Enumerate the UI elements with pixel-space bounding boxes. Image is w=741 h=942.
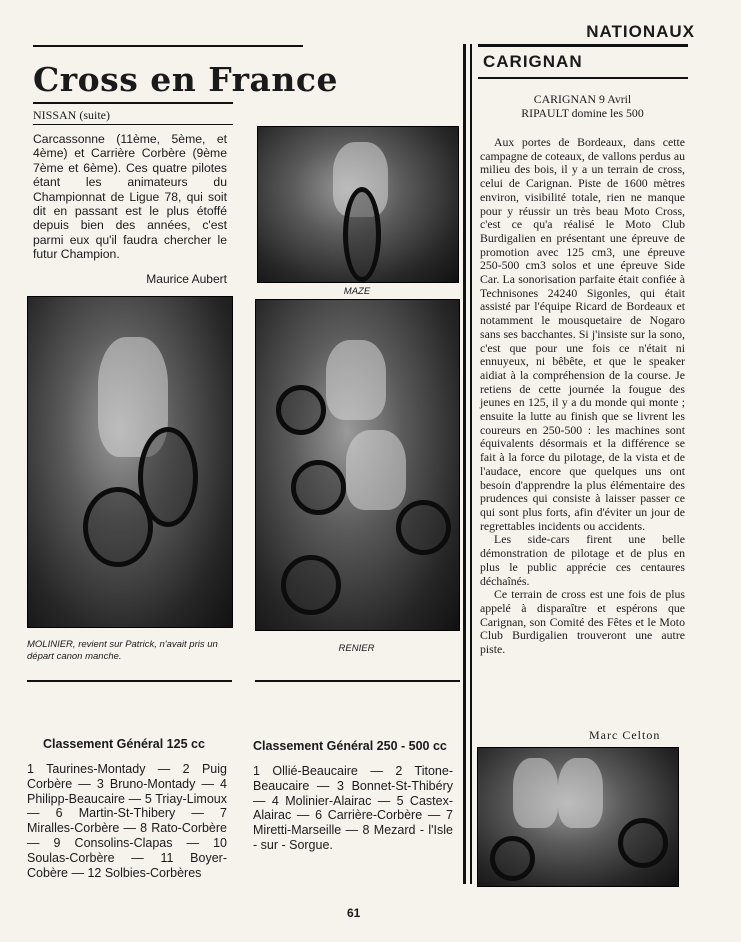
results-125-title: Classement Général 125 cc	[43, 737, 205, 751]
page-title: Cross en France	[33, 60, 338, 99]
results-250-500-list: 1 Ollié-Beaucaire — 2 Titone-Beaucaire — 3 Bonnet-St-Thibéry — 4 Molinier-Alairac — 5 Castex-Alairac — 6 Carrière-Corbère — 7 Miretti-Marseille — 8 Mezard - l'Isle - sur - Sorgue.	[253, 764, 453, 852]
byline-celton: Marc Celton	[589, 728, 661, 742]
page-number: 61	[347, 906, 361, 920]
byline-aubert: Maurice Aubert	[146, 272, 227, 286]
carignan-header: CARIGNAN	[483, 52, 583, 71]
caption-renier: RENIER	[338, 643, 375, 654]
photo-maze	[257, 126, 459, 283]
article-body-left: Carcassonne (11ème, 5ème, et 4ème) et Carrière Corbère (9ème 7ème et 6ème). Ces quatre pilotes étant les animateurs du Championnat de Ligue 78, qui soit dit en passant est le plus étoffé depuis bien des années, c'est parmi eux qu'il faudra chercher le futur Champion.	[33, 132, 227, 262]
middle-results-rule	[255, 680, 460, 682]
carignan-dateline: CARIGNAN 9 Avril	[533, 92, 632, 106]
article-subhead: NISSAN (suite)	[33, 108, 110, 122]
subhead-rule	[33, 124, 233, 125]
carignan-bottom-rule	[478, 77, 688, 79]
carignan-paragraph-1: Aux portes de Bordeaux, dans cette campagne de coteaux, de vallons perdus au milieu des bois, il y a un terrain de cross, celui de Carignan. Piste de 1600 mètres environ, visibilité totale, rien ne manque pour y réussir un très beau Moto Cross, c'est ce qu'a réalisé le Moto Club Burdigalien en présentant une épreuve de promotion avec 125 cm3, une épreuve 250-500 cm3 solos et une épreuve Side Car. La sonorisation parfaite était confiée à Technisones 24240 Sigonles, qui était assisté par l'équipe Ricard de Bordeaux et notamment le mousquetaire de Nogaro sans ses bacchantes. Si j'insiste sur la sono, c'est que pour une fois ce n'était ni ennuyeux, ni bêbête, et que le speaker aidiat à la compréhension de la course. Je retiens de cette journée la fougue des jeunes en 125, il y a du monde qui monte ; ensuite la lutte au finish que se livrent les coureurs en 250-500 : les machines sont équivalents désormais et la différence se fait à la force du pilotage, de la vista et de l'audace, encore que quelques uns ont besoin d'apprendre la plus élémentaire des prudences qui consiste à laisser passer ce qui sont plus forts, afin d'éviter un jour de regrettables incidents ou accidents.	[480, 135, 685, 533]
carignan-paragraph-2: Les side-cars firent une belle démonstration de pilotage et de plus en plus le public apprécie ces centaures déchaînés.	[480, 532, 685, 588]
caption-molinier: MOLINIER, revient sur Patrick, n'avait pris un départ canon manche.	[27, 639, 218, 662]
carignan-paragraph-3: Ce terrain de cross est une fois de plus appelé à disparaître et espérons que Carignan, son Comité des Fêtes et le Moto Club Burdigalien trouveront une autre piste.	[480, 587, 685, 657]
section-tag: NATIONAUX	[586, 22, 695, 41]
photo-renier	[255, 299, 460, 631]
title-bottom-rule	[33, 102, 233, 104]
title-top-rule	[33, 45, 303, 47]
caption-maze: MAZE	[343, 286, 371, 297]
left-results-rule	[27, 680, 232, 682]
photo-molinier	[27, 296, 233, 628]
column-divider-left	[463, 44, 466, 884]
column-divider-right	[470, 44, 472, 884]
carignan-top-rule	[478, 44, 688, 47]
carignan-article	[480, 136, 685, 657]
results-250-500-title: Classement Général 250 - 500 cc	[253, 739, 447, 753]
photo-sidecar	[477, 747, 679, 887]
results-125-list: 1 Taurines-Montady — 2 Puig Corbère — 3 Bruno-Montady — 4 Philipp-Beaucaire — 5 Triay-Limoux — 6 Martin-St-Thibery — 7 Miralles-Corbère — 8 Rato-Corbère — 9 Consolins-Clapas — 10 Soulas-Corbère — 11 Boyer-Cobère — 12 Solbies-Corbères	[27, 762, 227, 880]
carignan-subtitle: RIPAULT domine les 500	[521, 106, 644, 120]
